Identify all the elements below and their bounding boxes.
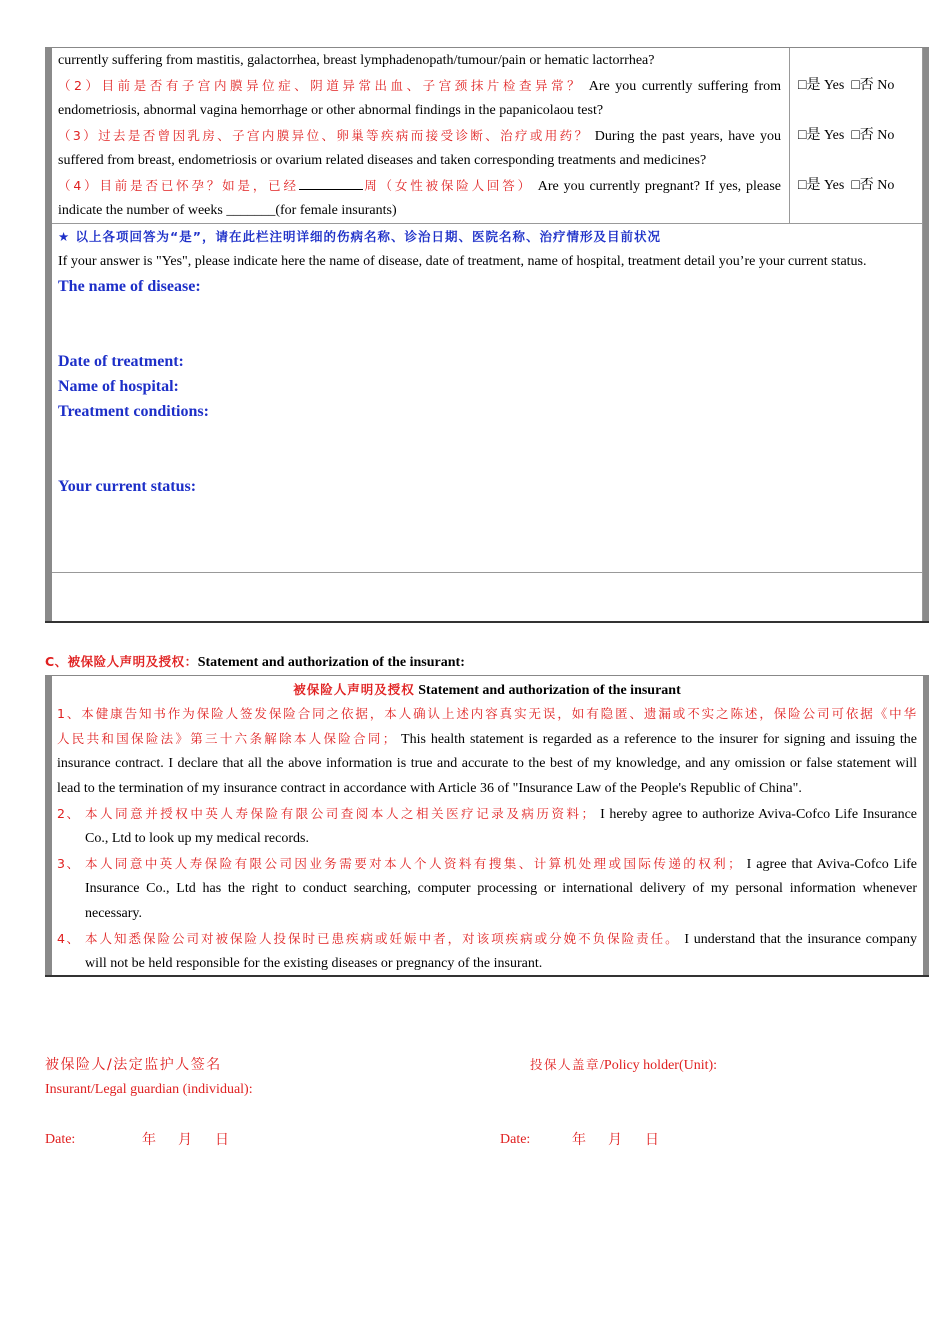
answer-q2: [798, 73, 894, 98]
question-3-en-b: suffered from breast, endometriosis or ovarium related diseases and taken corresponding treatments and medicines?: [58, 153, 707, 168]
item-3-en-b: Insurance Co., Ltd has the right to conduct searching, computer processing or international delivery of my personal information whenever: [85, 881, 917, 896]
item-4-en-b: will not be held responsible for the existing diseases or pregnancy of the insurant.: [85, 956, 543, 971]
item-3-number: 3、: [57, 856, 81, 871]
answer-q3: [798, 123, 894, 148]
insurant-date-label: Date:: [45, 1132, 76, 1147]
field-current-status[interactable]: Your current status:: [58, 478, 197, 495]
health-questions-table: [45, 47, 929, 623]
item-4-en-a: I understand that the insurance company: [684, 932, 917, 947]
section-c-heading-cn: C、被保险人声明及授权：: [45, 654, 198, 669]
section-c-heading-en: Statement and authorization of the insurant:: [197, 655, 465, 670]
field-treatment-conditions[interactable]: Treatment conditions:: [58, 403, 209, 420]
insurant-date-year[interactable]: 年: [142, 1132, 158, 1148]
item-3-line-1: [85, 851, 917, 876]
details-section: [52, 224, 922, 572]
item-2-en-b: Co., Ltd to look up my medical records.: [85, 831, 309, 846]
question-3-cn: （3）过去是否曾因乳房、子宫内膜异位、卵巢等疾病而接受诊断、治疗或用药？: [58, 128, 590, 143]
question-3-en-a: During the past years, have you: [594, 129, 781, 144]
details-instruction-en: If your answer is "Yes", please indicate here the name of disease, date of treatment, name of hospital, treatment detail you’re your current status.: [58, 254, 867, 269]
item-4-line-1: [85, 926, 917, 951]
insurant-signature-label-cn: 被保险人/法定监护人签名: [45, 1057, 222, 1073]
item-3-en-a: I agree that Aviva-Cofco Life: [746, 857, 917, 872]
row-divider: [52, 572, 922, 573]
question-column: [52, 48, 790, 223]
item-1-line-2: [57, 726, 917, 751]
item-4-number: 4、: [57, 931, 81, 946]
table-right-border: [923, 676, 929, 975]
item-2-number: 2、: [57, 806, 81, 821]
insurant-date-month[interactable]: 月: [178, 1132, 194, 1148]
table-inner-divider: [922, 48, 923, 621]
insurant-signature-label-en[interactable]: Insurant/Legal guardian (individual):: [45, 1082, 253, 1097]
item-2-cn: 本人同意并授权中英人寿保险有限公司查阅本人之相关医疗记录及病历资料；: [85, 806, 596, 821]
question-2-en-a: Are you currently suffering from: [588, 79, 781, 94]
statement-title: [52, 679, 922, 702]
question-4-en-a: Are you currently pregnant? If yes, please: [537, 179, 781, 194]
item-1-cn-b: 人民共和国保险法》第三十六条解除本人保险合同；: [57, 731, 397, 746]
question-3-line-1: [58, 123, 781, 148]
yes-checkbox[interactable]: □是 Yes: [798, 128, 845, 143]
item-3-en-c: necessary.: [85, 906, 143, 921]
item-4-cn: 本人知悉保险公司对被保险人投保时已患疾病或妊娠中者，对该项疾病或分娩不负保险责任。: [85, 931, 680, 946]
question-4-cn-a: （4）目前是否已怀孕？如是，已经: [58, 178, 299, 193]
policy-holder-seal-label[interactable]: [530, 1055, 717, 1076]
item-1-cn-a: 1、本健康告知书作为保险人签发保险合同之依据，本人确认上述内容真实无误，如有隐匿、遗漏或不实之陈述，保险公司可依据《中华: [57, 706, 917, 721]
item-2-line-1: [85, 801, 917, 826]
holder-date-year[interactable]: 年: [572, 1132, 588, 1148]
item-1-en-c: lead to the termination of my insurance contract in accordance with Article 36 of "Insurance Law of the People's Republic of China".: [57, 781, 802, 796]
question-4-line-1: [58, 173, 781, 198]
holder-date-label: Date:: [500, 1132, 531, 1147]
statement-table: [45, 675, 929, 977]
field-treatment-date[interactable]: Date of treatment:: [58, 353, 184, 370]
question-4-en-b: indicate the number of weeks _______(for female insurants): [58, 203, 397, 218]
question-4-cn-b: 周（女性被保险人回答）: [362, 178, 533, 193]
policy-holder-label-cn: 投保人盖章: [530, 1057, 601, 1072]
table-left-border: [45, 676, 52, 975]
table-right-border: [923, 48, 929, 621]
item-1-en-b: insurance contract. I declare that all the above information is true and accurate to the best of my knowledge, and any omission or false statement will: [57, 756, 917, 771]
insurant-date-day[interactable]: 日: [215, 1132, 231, 1148]
section-c-heading: [45, 652, 465, 673]
no-checkbox[interactable]: □否 No: [851, 128, 895, 143]
question-2-en-b: endometriosis, abnormal vagina hemorrhage or other abnormal findings in the papanicolaou test?: [58, 103, 604, 118]
question-1-tail: currently suffering from mastitis, galactorrhea, breast lymphadenopath/tumour/pain or hematic lactorrhea?: [58, 53, 655, 68]
table-left-border: [45, 48, 52, 621]
policy-holder-label-en: /Policy holder(Unit):: [600, 1058, 718, 1073]
item-3-cn: 本人同意中英人寿保险有限公司因业务需要对本人个人资料有搜集、计算机处理或国际传递的权利；: [85, 856, 742, 871]
holder-date-month[interactable]: 月: [608, 1132, 624, 1148]
question-2-cn: （2）目前是否有子宫内膜异位症、阴道异常出血、子宫颈抹片检查异常？: [58, 78, 584, 93]
no-checkbox[interactable]: □否 No: [851, 178, 895, 193]
holder-date-day[interactable]: 日: [645, 1132, 661, 1148]
field-disease-name[interactable]: The name of disease:: [58, 278, 201, 295]
statement-title-cn: 被保险人声明及授权: [293, 682, 415, 697]
field-hospital-name[interactable]: Name of hospital:: [58, 378, 179, 395]
question-2-line-1: [58, 73, 781, 98]
weeks-blank[interactable]: [299, 175, 363, 190]
answer-q4: [798, 173, 894, 198]
answer-column: [790, 48, 917, 223]
item-2-en-a: I hereby agree to authorize Aviva-Cofco Life Insurance: [600, 807, 917, 822]
item-1-en-a: This health statement is regarded as a reference to the insurer for signing and issuing the: [401, 732, 918, 747]
item-1-line-1: [57, 701, 917, 726]
statement-title-en: Statement and authorization of the insurant: [418, 683, 681, 698]
yes-checkbox[interactable]: □是 Yes: [798, 178, 845, 193]
details-instruction-cn: ★ 以上各项回答为“是”，请在此栏注明详细的伤病名称、诊治日期、医院名称、治疗情形及目前状况: [58, 229, 661, 244]
yes-checkbox[interactable]: □是 Yes: [798, 78, 845, 93]
no-checkbox[interactable]: □否 No: [851, 78, 895, 93]
